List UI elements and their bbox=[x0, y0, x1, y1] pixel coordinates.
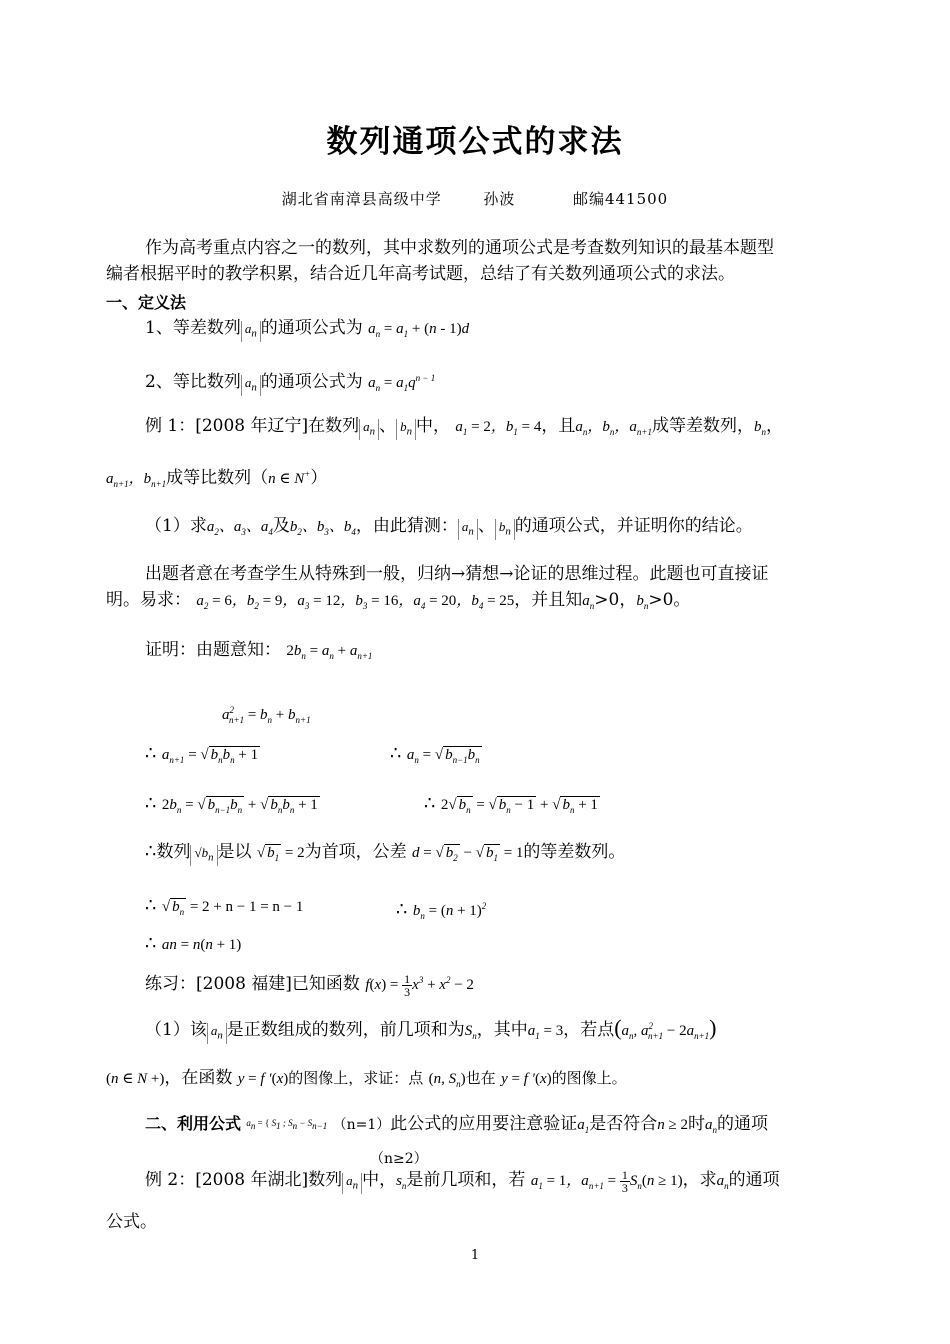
text: 中， bbox=[362, 1170, 397, 1190]
intro-line-1: 作为高考重点内容之一的数列，其中求数列的通项公式是考查数列知识的最基本题型 bbox=[145, 238, 774, 258]
formula: $a_{n+1}$，$b_{n+1}$ bbox=[106, 471, 167, 489]
therefore-icon: ∴ bbox=[390, 743, 402, 764]
text: 成等比数列（ bbox=[166, 468, 269, 488]
example-1-question-1: （1）求$a_2$、$a_3$、$a_4$及$b_2$、$b_3$、$b_4$，由此猜测： $a_n$ 、 $b_n$ 的通项公式，并证明你的结论。 bbox=[145, 516, 753, 538]
formula: $a_1 = 3$ bbox=[527, 1023, 564, 1041]
text: 成等差数列， bbox=[651, 416, 754, 436]
text: 练习：[2008 福建]已知函数 bbox=[145, 974, 360, 994]
text: >0， bbox=[594, 590, 637, 610]
formula: y = f ′(x) bbox=[237, 1071, 289, 1087]
example-2-line-2: 公式。 bbox=[106, 1212, 157, 1232]
example-label: 例 2：[2008 年湖北]数列 bbox=[145, 1170, 343, 1190]
formula: y = f ′(x) bbox=[501, 1071, 552, 1087]
definition-label: 2、等比数列 bbox=[145, 372, 241, 392]
text: ，在函数 bbox=[164, 1068, 233, 1088]
formula: $a_n$ bbox=[359, 419, 379, 440]
formula: $a_n$ bbox=[716, 1173, 729, 1191]
text: 明。易求： bbox=[106, 590, 191, 610]
formula: $a^2_{n+1} = b_n + b_{n+1}$ bbox=[222, 705, 311, 725]
proof-result bbox=[145, 932, 241, 957]
text: （1）该 bbox=[145, 1020, 207, 1040]
formula: $b_n$ bbox=[396, 419, 416, 440]
condition-n-ge-2: （n≥2） bbox=[370, 1151, 428, 1167]
formula-arithmetic-general-term: $a_n = a_1 + (n - 1)d$ bbox=[368, 321, 470, 339]
formula-geometric-general-term: $a_n = a_1q^{n - 1}$ bbox=[368, 373, 436, 393]
formula: $a_n$ bbox=[207, 1023, 227, 1044]
text: 及 bbox=[272, 516, 290, 536]
therefore-icon: ∴ bbox=[145, 895, 157, 916]
proof-line bbox=[145, 638, 372, 668]
therefore-icon: ∴ bbox=[145, 933, 157, 954]
text: ，由此猜测： bbox=[355, 516, 458, 536]
therefore-icon: ∴ bbox=[396, 899, 408, 920]
text: ） bbox=[310, 468, 328, 488]
formula: $√b_n$ bbox=[190, 845, 217, 866]
example-1-line-1: 例 1：[2008 年辽宁]在数列 $a_n$ 、 $b_n$ 中， $a_1 = 2$，$b_1 = 4$，且$a_n$，$b_n$，$a_{n+1}$成等差数列，$b_n$， bbox=[145, 416, 783, 438]
formula: $a_n$ bbox=[241, 321, 261, 342]
sequence-conclusion bbox=[145, 840, 625, 870]
formula: n ≥ 2 bbox=[657, 1117, 689, 1133]
text: 的图像上，求证：点 bbox=[288, 1069, 424, 1087]
formula: n ∈ N+ bbox=[268, 469, 311, 487]
example-1-line-2 bbox=[106, 462, 327, 496]
formula-piecewise: $a_n$ = { $S_1$ ; $S_n - S_{n-1}$ bbox=[246, 1117, 328, 1131]
formula: $s_n$ bbox=[396, 1173, 407, 1191]
analysis-line-2 bbox=[106, 588, 690, 618]
author-line bbox=[0, 188, 950, 209]
definition-tail: 的通项公式为 bbox=[260, 372, 363, 392]
text: ，求 bbox=[682, 1170, 717, 1190]
text: 的通项公式，并证明你的结论。 bbox=[514, 516, 753, 536]
therefore-icon: ∴ bbox=[145, 841, 157, 862]
text: 是前几项和，若 bbox=[406, 1170, 526, 1190]
formula: an = n(n + 1) bbox=[161, 937, 242, 953]
formula: ($a_n$, $a^2_{n+1} - 2a_{n+1}$) bbox=[614, 1015, 717, 1041]
formula: $a_n$ bbox=[705, 1117, 718, 1135]
text: 的等差数列。 bbox=[523, 842, 626, 862]
example-label: 例 1：[2008 年辽宁]在数列 bbox=[145, 416, 360, 436]
formula: $b_n$ bbox=[495, 519, 515, 540]
text: 中， bbox=[416, 416, 450, 436]
therefore-icon: ∴ bbox=[145, 793, 157, 814]
formula: $b_2$、$b_3$、$b_4$ bbox=[289, 519, 356, 537]
page-title: 数列通项公式的求法 bbox=[326, 124, 624, 160]
example-2-line-1 bbox=[145, 1168, 780, 1198]
definition-geometric bbox=[145, 366, 435, 400]
text: 为首项，公差 bbox=[304, 842, 407, 862]
proof-formula-2 bbox=[222, 698, 311, 732]
formula: $a_n$ bbox=[582, 593, 595, 611]
text: 此公式的应用要注意验证 bbox=[390, 1114, 578, 1134]
formula: $a_n$ bbox=[458, 519, 478, 540]
analysis-line-1: 出题者意在考查学生从特殊到一般，归纳→猜想→论证的思维过程。此题也可直接证 bbox=[145, 564, 769, 584]
formula: $a_2$、$a_3$、$a_4$ bbox=[206, 519, 273, 537]
formula: (n, $S_n$) bbox=[428, 1071, 466, 1089]
practice-question-1-line-2 bbox=[106, 1066, 627, 1096]
author-postcode: 邮编441500 bbox=[572, 190, 669, 208]
section-heading-formula: 二、利用公式 bbox=[145, 1114, 242, 1133]
text: 的通项 bbox=[728, 1170, 780, 1190]
text: 是以 bbox=[217, 842, 252, 862]
definition-tail: 的通项公式为 bbox=[260, 318, 363, 338]
text: 是正数组成的数列，前几项和为 bbox=[226, 1020, 465, 1040]
text: 证明：由题意知： bbox=[145, 640, 281, 660]
formula: $b_n$ bbox=[636, 593, 649, 611]
formula: 2√ $b_n$ = √ $b_n - 1$ + √ $b_n + 1$ bbox=[440, 797, 598, 815]
author-school: 湖北省南漳县高级中学 bbox=[281, 190, 442, 208]
proof-step-2b bbox=[424, 792, 600, 822]
formula: $a_1 = 1$，$a_{n+1}$ = $\frac{1}{3}$ $S_n(n \ge 1)$ bbox=[530, 1168, 683, 1196]
formula: √ $b_n = 2 + n - 1 = n - 1$ bbox=[161, 899, 304, 917]
definition-label: 1、等差数列 bbox=[145, 318, 241, 338]
therefore-icon: ∴ bbox=[145, 743, 157, 764]
formula: $2b_n = a_n + a_{n+1}$ bbox=[286, 643, 373, 661]
formula-values: $a_2 = 6$，$b_2 = 9$，$a_3 = 12$，$b_3 = 16$，$a_4 = 20$，$b_4 = 25$ bbox=[196, 593, 515, 611]
formula: $a_{n+1}$ = √ $b_nb_n + 1$ bbox=[161, 747, 259, 765]
text: 的图像上。 bbox=[551, 1069, 627, 1087]
formula: $2b_n$ = √ $b_{n-1}b_n$ + √ $b_nb_n + 1$ bbox=[161, 797, 318, 815]
proof-step-1 bbox=[145, 742, 260, 772]
formula: $b_n = (n + 1)^2$ bbox=[412, 901, 487, 921]
formula: $b_n$ bbox=[753, 419, 766, 437]
section-heading-definition: 一、定义法 bbox=[106, 293, 187, 312]
text: ，若点 bbox=[563, 1020, 615, 1040]
question-label: （1）求 bbox=[145, 516, 207, 536]
formula: $S_n$ bbox=[464, 1023, 477, 1041]
condition-n-equals-1: （n=1） bbox=[332, 1117, 391, 1133]
page-number: 1 bbox=[470, 1248, 480, 1263]
formula: (n ∈ N +) bbox=[106, 1071, 165, 1087]
text: 时 bbox=[688, 1114, 706, 1134]
proof-step-3b bbox=[396, 894, 486, 928]
practice-question-1 bbox=[145, 1014, 717, 1048]
text: ，且 bbox=[541, 416, 576, 436]
section-heading-formula-line bbox=[145, 1112, 768, 1142]
definition-arithmetic bbox=[145, 316, 469, 346]
proof-step-3 bbox=[145, 894, 303, 924]
formula: $a_n$ = √ $b_{n-1}b_n$ bbox=[406, 747, 480, 765]
practice-line bbox=[145, 968, 474, 998]
text: >0。 bbox=[648, 590, 691, 610]
therefore-icon: ∴ bbox=[424, 793, 436, 814]
author-name: 孙波 bbox=[483, 190, 516, 208]
text: 的通项 bbox=[717, 1114, 769, 1134]
proof-step-1b bbox=[390, 742, 482, 772]
intro-line-2: 编者根据平时的教学积累，结合近几年高考试题，总结了有关数列通项公式的求法。 bbox=[106, 264, 735, 284]
text: 数列 bbox=[156, 842, 191, 862]
text: 是否符合 bbox=[589, 1114, 658, 1134]
formula: $a_1 = 2$，$b_1 = 4$ bbox=[455, 419, 542, 437]
formula: $a_n$ bbox=[241, 375, 261, 396]
text: ，其中 bbox=[476, 1020, 528, 1040]
formula: $a_1$ bbox=[577, 1117, 590, 1135]
formula: √ $b_1 = 2$ bbox=[256, 845, 305, 863]
proof-step-2 bbox=[145, 792, 320, 822]
formula: $a_n$ bbox=[342, 1173, 362, 1194]
text: 也在 bbox=[465, 1069, 496, 1087]
text: ，并且知 bbox=[514, 590, 583, 610]
formula-function: f(x) = $\frac{1}{3}$ $x^3 + x^2 - 2$ bbox=[365, 972, 474, 1000]
formula: d = √ $b_2$ − √ $b_1 = 1$ bbox=[412, 845, 524, 863]
formula: $a_n$，$b_n$，$a_{n+1}$ bbox=[575, 419, 652, 437]
